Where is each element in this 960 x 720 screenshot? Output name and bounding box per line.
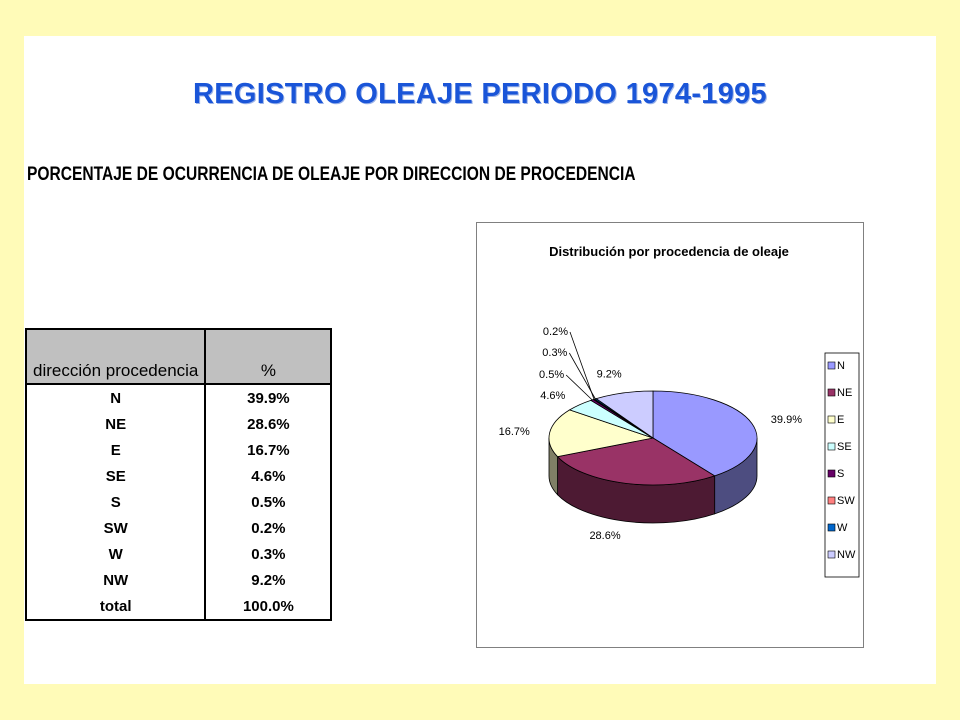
data-table xyxy=(25,328,332,621)
cell-percent: 0.3% xyxy=(205,541,331,567)
cell-direction: NW xyxy=(26,567,205,593)
legend-swatch-W xyxy=(828,524,835,531)
cell-percent: 0.5% xyxy=(205,489,331,515)
leader-line-SW xyxy=(570,332,594,399)
legend-label-SW: SW xyxy=(837,495,855,507)
page-subtitle: PORCENTAJE DE OCURRENCIA DE OLEAJE POR DIRECCION DE PROCEDENCIA xyxy=(27,164,636,185)
legend-label-NW: NW xyxy=(837,549,856,561)
legend-swatch-N xyxy=(828,362,835,369)
legend-label-N: N xyxy=(837,360,845,372)
cell-percent: 28.6% xyxy=(205,411,331,437)
table-row xyxy=(26,515,331,541)
table-row xyxy=(26,384,331,411)
data-label-SE: 4.6% xyxy=(540,389,566,402)
cell-percent: 39.9% xyxy=(205,384,331,411)
legend-label-S: S xyxy=(837,468,845,480)
legend-swatch-E xyxy=(828,416,835,423)
table-row xyxy=(26,489,331,515)
header-percent: % xyxy=(205,329,331,384)
legend-swatch-S xyxy=(828,470,835,477)
table-row xyxy=(26,463,331,489)
legend-label-W: W xyxy=(837,522,848,534)
data-label-SW: 0.2% xyxy=(542,326,569,338)
cell-percent: 0.2% xyxy=(205,515,331,541)
cell-direction: SW xyxy=(26,515,205,541)
leader-line-S xyxy=(566,375,592,400)
table-header-row xyxy=(26,329,331,384)
pie-chart-frame xyxy=(476,222,864,648)
cell-direction: S xyxy=(26,489,205,515)
legend-swatch-NW xyxy=(828,551,835,558)
cell-percent: 4.6% xyxy=(205,463,331,489)
data-label-NE: 28.6% xyxy=(589,529,621,542)
pie-chart xyxy=(477,223,863,647)
header-direction: dirección procedencia xyxy=(26,329,205,384)
data-label-N: 39.9% xyxy=(770,413,803,426)
table-row xyxy=(26,411,331,437)
table-row xyxy=(26,541,331,567)
legend-label-SE: SE xyxy=(837,441,852,453)
cell-direction: W xyxy=(26,541,205,567)
slide xyxy=(24,36,936,684)
legend-label-NE: NE xyxy=(837,387,853,399)
chart-legend xyxy=(825,353,859,577)
data-label-S: 0.5% xyxy=(539,369,565,381)
data-label-W: 0.3% xyxy=(542,347,568,359)
cell-direction: E xyxy=(26,437,205,463)
table-row xyxy=(26,437,331,463)
table-row-total xyxy=(26,593,331,620)
leader-line-W xyxy=(569,353,595,399)
table-row xyxy=(26,567,331,593)
pie-slices xyxy=(549,391,757,523)
legend-swatch-SE xyxy=(828,443,835,450)
legend-label-E: E xyxy=(837,414,845,426)
cell-percent: 9.2% xyxy=(205,567,331,593)
chart-title: Distribución por procedencia de oleaje xyxy=(549,244,789,259)
cell-percent: 100.0% xyxy=(205,593,331,620)
cell-direction: total xyxy=(26,593,205,620)
legend-swatch-SW xyxy=(828,497,835,504)
cell-percent: 16.7% xyxy=(205,437,331,463)
cell-direction: SE xyxy=(26,463,205,489)
data-label-E: 16.7% xyxy=(498,425,530,438)
legend-swatch-NE xyxy=(828,389,835,396)
data-label-NW: 9.2% xyxy=(596,368,622,381)
cell-direction: NE xyxy=(26,411,205,437)
cell-direction: N xyxy=(26,384,205,411)
page-title: REGISTRO OLEAJE PERIODO 1974-1995 xyxy=(193,78,767,110)
